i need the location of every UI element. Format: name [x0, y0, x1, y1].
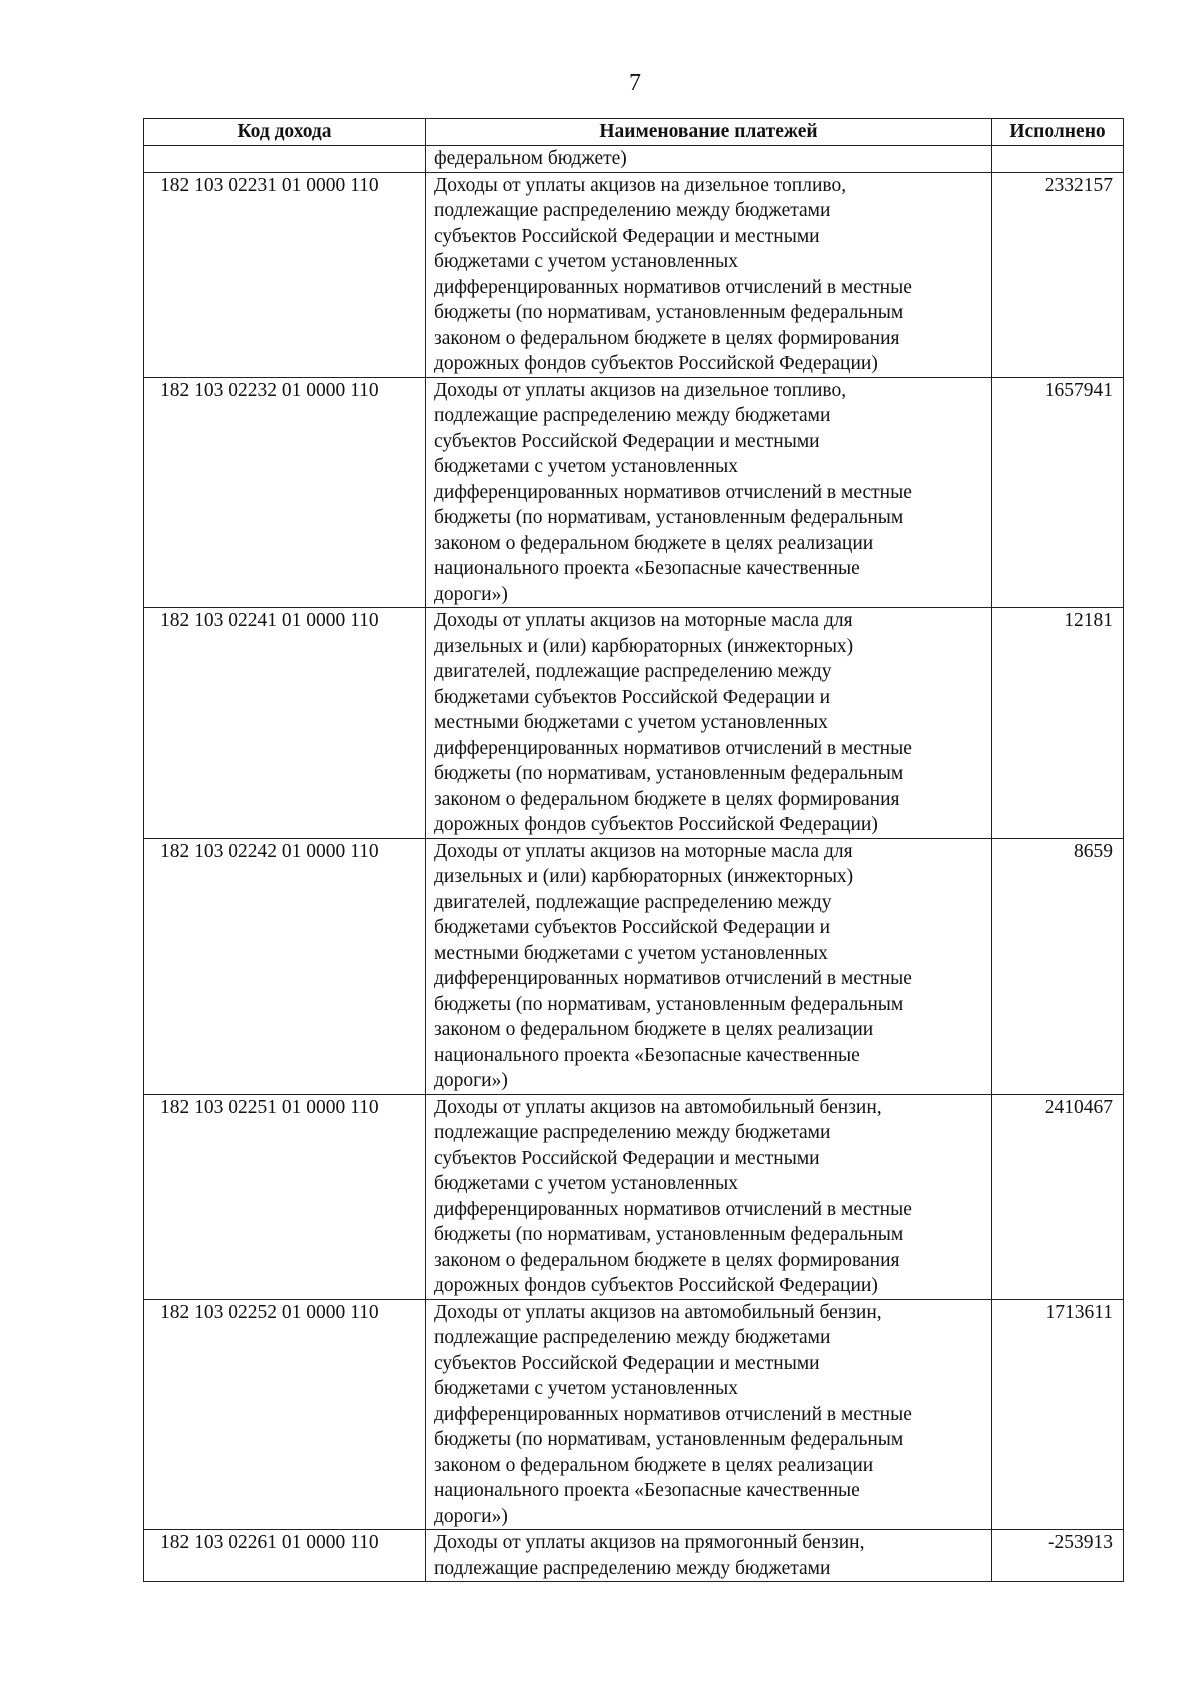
payment-name-line: бюджетами с учетом установленных	[434, 251, 739, 272]
payment-name-line: бюджетами с учетом установленных	[434, 1173, 739, 1194]
payment-name-cell	[426, 608, 992, 839]
payment-name-line: национального проекта «Безопасные качественные	[434, 558, 860, 579]
executed-amount-cell: 8659	[992, 838, 1124, 1094]
payment-name-line: дифференцированных нормативов отчислений в местные	[434, 968, 912, 989]
income-code-cell: 182 103 02261 01 0000 110	[144, 1530, 426, 1582]
continuation-row	[144, 146, 1124, 173]
payment-name-line: подлежащие распределению между бюджетами	[434, 200, 831, 221]
header-income-code: Код дохода	[144, 119, 426, 146]
payment-name-line: Доходы от уплаты акцизов на моторные масла для	[434, 840, 853, 862]
table-row	[144, 608, 1124, 839]
executed-amount-cell: 12181	[992, 608, 1124, 839]
payment-name-line: дороги»)	[434, 1070, 508, 1091]
payment-name-line: местными бюджетами с учетом установленных	[434, 712, 828, 733]
payment-name-line: субъектов Российской Федерации и местными	[434, 1147, 820, 1169]
payment-name-cell	[426, 838, 992, 1094]
table-row	[144, 377, 1124, 608]
payment-name-line: дорожных фондов субъектов Российской Федерации)	[434, 353, 878, 374]
payment-name-line: законом о федеральном бюджете в целях формирования	[434, 1249, 900, 1271]
table-row	[144, 1094, 1124, 1299]
payment-name-line: Доходы от уплаты акцизов на автомобильный бензин,	[434, 1096, 882, 1118]
payment-name-line: двигателей, подлежащие распределению между	[434, 891, 832, 913]
payment-name-line: дифференцированных нормативов отчислений в местные	[434, 1198, 912, 1220]
payment-name-line: национального проекта «Безопасные качественные	[434, 1480, 860, 1501]
payment-name-line: дизельных и (или) карбюраторных (инжекторных)	[434, 866, 854, 887]
continuation-code-cell	[144, 146, 426, 173]
payment-name-line: бюджеты (по нормативам, установленным федеральным	[434, 1429, 904, 1450]
executed-amount-cell: 2332157	[992, 172, 1124, 377]
payment-name-line: дифференцированных нормативов отчислений в местные	[434, 276, 912, 298]
payment-name-cell	[426, 1299, 992, 1530]
payment-name-line: бюджетами с учетом установленных	[434, 1378, 739, 1399]
payment-name-line: подлежащие распределению между бюджетами	[434, 1557, 831, 1579]
payment-name-line: Доходы от уплаты акцизов на автомобильный бензин,	[434, 1301, 882, 1323]
payment-name-line: подлежащие распределению между бюджетами	[434, 405, 831, 426]
payment-name-line: законом о федеральном бюджете в целях формирования	[434, 788, 900, 810]
table-row	[144, 838, 1124, 1094]
table-row	[144, 172, 1124, 377]
page-number: 7	[629, 70, 641, 96]
payment-name-line: дорожных фондов субъектов Российской Федерации)	[434, 814, 878, 835]
payment-name-line: бюджеты (по нормативам, установленным федеральным	[434, 763, 904, 784]
payment-name-line: бюджеты (по нормативам, установленным федеральным	[434, 993, 904, 1015]
payment-name-line: национального проекта «Безопасные качественные	[434, 1044, 860, 1066]
payment-name-cell	[426, 1530, 992, 1582]
payment-name-line: законом о федеральном бюджете в целях формирования	[434, 327, 900, 349]
payment-name-line: Доходы от уплаты акцизов на дизельное топливо,	[434, 379, 847, 401]
income-code-cell: 182 103 02241 01 0000 110	[144, 608, 426, 839]
payment-name-line: дифференцированных нормативов отчислений в местные	[434, 481, 912, 503]
payment-name-line: бюджеты (по нормативам, установленным федеральным	[434, 302, 904, 323]
payment-name-line: дорожных фондов субъектов Российской Федерации)	[434, 1275, 878, 1296]
income-code-cell: 182 103 02232 01 0000 110	[144, 377, 426, 608]
payment-name-line: законом о федеральном бюджете в целях реализации	[434, 1454, 874, 1476]
income-code-cell: 182 103 02242 01 0000 110	[144, 838, 426, 1094]
payment-name-cell	[426, 1094, 992, 1299]
table-header-row	[144, 119, 1124, 146]
payment-name-line: Доходы от уплаты акцизов на прямогонный бензин,	[434, 1532, 865, 1553]
executed-amount-cell: -253913	[992, 1530, 1124, 1582]
payment-name-line: бюджетами с учетом установленных	[434, 456, 739, 477]
executed-amount-cell: 2410467	[992, 1094, 1124, 1299]
payment-name-line: дизельных и (или) карбюраторных (инжекторных)	[434, 635, 854, 657]
payment-name-line: бюджеты (по нормативам, установленным федеральным	[434, 507, 904, 528]
executed-amount-cell: 1713611	[992, 1299, 1124, 1530]
payment-name-line: подлежащие распределению между бюджетами	[434, 1327, 831, 1348]
payment-name-line: Доходы от уплаты акцизов на моторные масла для	[434, 610, 853, 631]
payment-name-line: Доходы от уплаты акцизов на дизельное топливо,	[434, 174, 847, 196]
payment-name-line: субъектов Российской Федерации и местными	[434, 225, 820, 247]
executed-amount-cell: 1657941	[992, 377, 1124, 608]
payment-name-cell	[426, 172, 992, 377]
payment-name-line: дифференцированных нормативов отчислений в местные	[434, 1403, 912, 1425]
income-code-cell: 182 103 02231 01 0000 110	[144, 172, 426, 377]
income-code-cell: 182 103 02251 01 0000 110	[144, 1094, 426, 1299]
payment-name-line: дороги»)	[434, 583, 508, 605]
table-row	[144, 1299, 1124, 1530]
payment-name-line: бюджетами субъектов Российской Федерации и	[434, 917, 831, 938]
payment-name-line: дифференцированных нормативов отчислений в местные	[434, 737, 912, 759]
payment-name-line: субъектов Российской Федерации и местными	[434, 430, 820, 452]
payment-name-line: бюджетами субъектов Российской Федерации и	[434, 686, 831, 708]
revenue-table	[143, 118, 1124, 1582]
header-payment-name: Наименование платежей	[426, 119, 992, 146]
payment-name-line: субъектов Российской Федерации и местными	[434, 1352, 820, 1374]
continuation-name-cell: федеральном бюджете)	[426, 146, 992, 173]
payment-name-cell	[426, 377, 992, 608]
payment-name-line: бюджеты (по нормативам, установленным федеральным	[434, 1224, 904, 1245]
continuation-amount-cell	[992, 146, 1124, 173]
payment-name-line: законом о федеральном бюджете в целях реализации	[434, 532, 874, 554]
payment-name-line: подлежащие распределению между бюджетами	[434, 1122, 831, 1143]
header-executed: Исполнено	[992, 119, 1124, 146]
payment-name-line: двигателей, подлежащие распределению между	[434, 661, 832, 682]
income-code-cell: 182 103 02252 01 0000 110	[144, 1299, 426, 1530]
table-row	[144, 1530, 1124, 1582]
payment-name-line: законом о федеральном бюджете в целях реализации	[434, 1019, 874, 1040]
payment-name-line: дороги»)	[434, 1505, 508, 1527]
payment-name-line: местными бюджетами с учетом установленных	[434, 942, 828, 964]
